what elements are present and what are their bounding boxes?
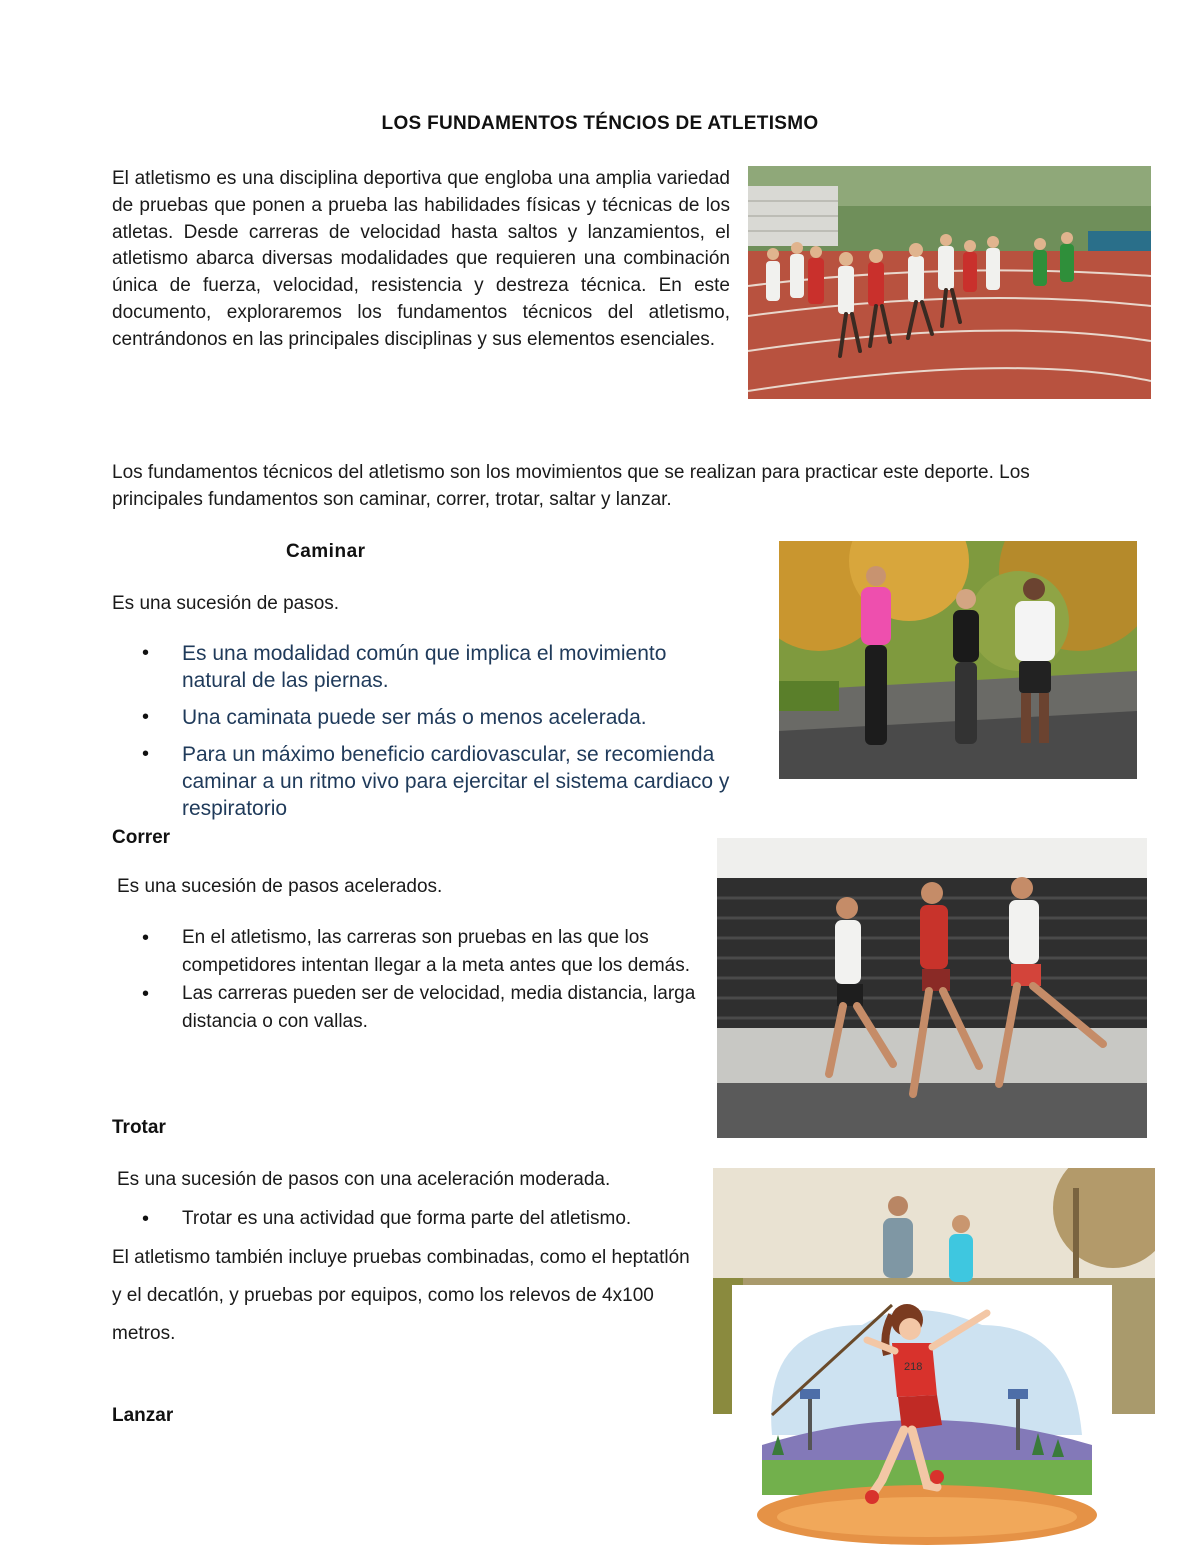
list-item: • Las carreras pueden ser de velocidad, media distancia, larga distancia o con vallas. [112,980,702,1036]
intro-paragraph: El atletismo es una disciplina deportiva que engloba una amplia variedad de pruebas que ponen a prueba las habilidades físicas y técnicas de los atletas. Desde carreras de velocidad hasta saltos y lanzamientos, el atletismo abarca diversas modalidades que requieren una combinación única de fuerza, velocidad, resistencia y destreza técnica. En este documento, exploraremos los fundamentos técnicos del atletismo, centrándonos en las principales disciplinas y sus elementos esenciales. [112,168,730,350]
list-item: • En el atletismo, las carreras son pruebas en las que los competidores intentan llegar a la meta antes que los demás. [112,924,702,980]
photo-track-race [748,166,1151,399]
caminar-bullet-list [112,640,732,832]
lanzar-heading: Lanzar [112,1405,174,1426]
correr-heading: Correr [112,827,171,848]
trotar-extra-paragraph: El atletismo también incluye pruebas combinadas, como el heptatlón y el decatlón, y pruebas por equipos, como los relevos de 4x100 metros. [112,1247,690,1344]
list-item: • Es una modalidad común que implica el movimiento natural de las piernas. [112,640,732,694]
photo-runners [717,838,1147,1138]
document-title: LOS FUNDAMENTOS TÉNCIOS DE ATLETISMO [381,113,819,134]
list-item: • Para un máximo beneficio cardiovascular, se recomienda caminar a un ritmo vivo para ejercitar el sistema cardiaco y respiratorio [112,741,732,822]
illustration-javelin-thrower [732,1285,1112,1549]
list-item: • Una caminata puede ser más o menos acelerada. [112,704,732,731]
correr-definition: Es una sucesión de pasos acelerados. [117,876,443,897]
caminar-heading: Caminar [286,541,366,562]
trotar-heading: Trotar [112,1117,166,1138]
photo-walkers [779,541,1137,779]
trotar-bullet-list [112,1205,712,1233]
trotar-definition: Es una sucesión de pasos con una aceleración moderada. [117,1169,611,1190]
list-item: • Trotar es una actividad que forma parte del atletismo. [112,1205,712,1233]
correr-bullet-list [112,924,702,1036]
caminar-definition: Es una sucesión de pasos. [112,593,340,614]
bib-number: 218 [904,1361,923,1373]
fundamentos-paragraph: Los fundamentos técnicos del atletismo son los movimientos que se realizan para practicar este deporte. Los principales fundamentos son caminar, correr, trotar, saltar y lanzar. [112,462,1030,510]
